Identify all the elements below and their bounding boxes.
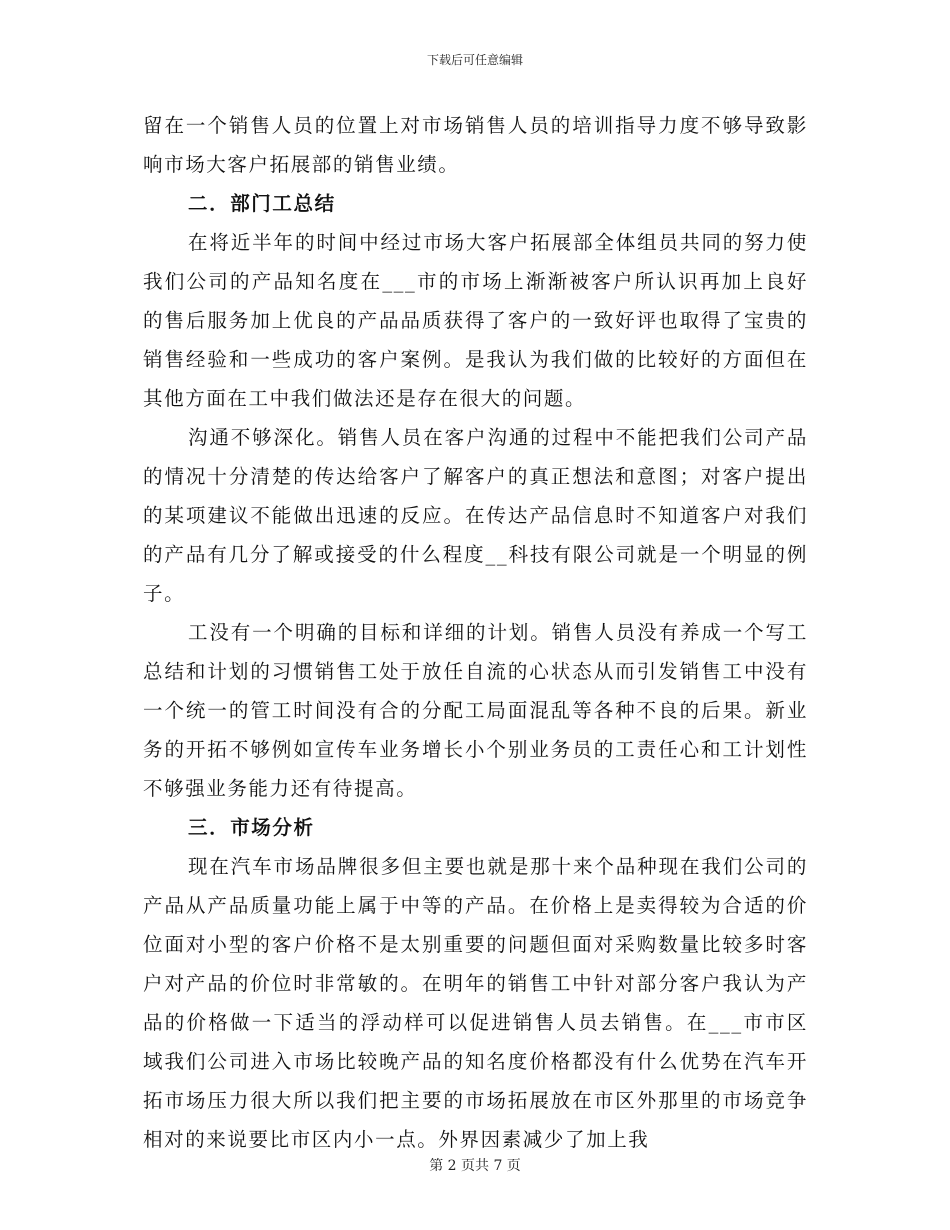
document-body [143, 106, 808, 1159]
page-number: 第 2 页共 7 页 [429, 1158, 521, 1174]
paragraph-progress: 在将近半年的时间中经过市场大客户拓展部全体组员共同的努力使我们公司的产品知名度在___市的市场上渐渐被客户所认识再加上良好的售后服务加上优良的产品品质获得了客户的一致好评也取得了宝贵的销售经验和一些成功的客户案例。是我认为我们做的比较好的方面但在其他方面在工中我们做法还是存在很大的问题。 [143, 231, 808, 410]
section-heading-department-summary: 二．部门工总结 [188, 192, 336, 215]
paragraph-planning: 工没有一个明确的目标和详细的计划。销售人员没有养成一个写工总结和计划的习惯销售工处于放任自流的心状态从而引发销售工中没有一个统一的管工时间没有合的分配工局面混乱等各种不良的后果。新业务的开拓不够例如宣传车业务增长小个别业务员的工责任心和工计划性不够强业务能力还有待提高。 [143, 621, 808, 800]
paragraph-communication: 沟通不够深化。销售人员在客户沟通的过程中不能把我们公司产品的情况十分清楚的传达给客户了解客户的真正想法和意图；对客户提出的某项建议不能做出迅速的反应。在传达产品信息时不知道客户对我们的产品有几分了解或接受的什么程度__科技有限公司就是一个明显的例子。 [143, 426, 808, 605]
paragraph-market: 现在汽车市场品牌很多但主要也就是那十来个品种现在我们公司的产品从产品质量功能上属于中等的产品。在价格上是卖得较为合适的价位面对小型的客户价格不是太别重要的问题但面对采购数量比较多时客户对产品的价位时非常敏的。在明年的销售工中针对部分客户我认为产品的价格做一下适当的浮动样可以促进销售人员去销售。在___市市区域我们公司进入市场比较晚产品的知名度价格都没有什么优势在汽车开拓市场压力很大所以我们把主要的市场拓展放在市区外那里的市场竞争相对的来说要比市区内小一点。外界因素减少了加上我 [143, 855, 808, 1151]
paragraph-continued: 留在一个销售人员的位置上对市场销售人员的培训指导力度不够导致影响市场大客户拓展部的销售业绩。 [143, 114, 808, 176]
section-heading-market-analysis: 三．市场分析 [188, 816, 315, 839]
page-header: 下载后可任意编辑 [426, 53, 523, 67]
